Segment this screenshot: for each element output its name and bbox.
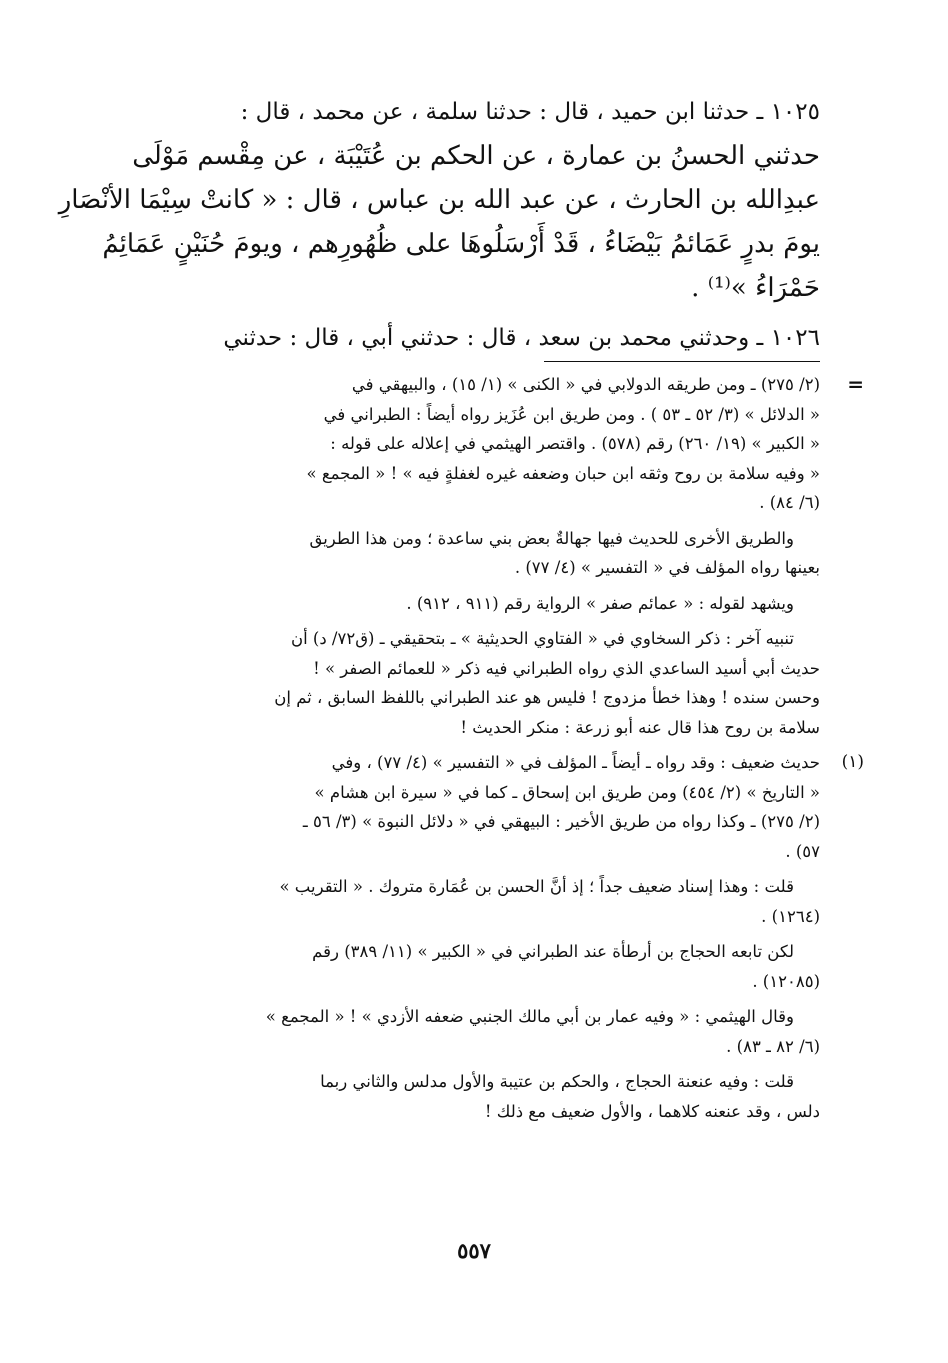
hadith-1025-line-3: عبدِالله بن الحارث ، عن عبد الله بن عباس ، قال : « كانتْ سِيْمَا الأنْصَارِ: [58, 185, 820, 215]
footnote-line: دلس ، وقد عنعنه كلاهما ، والأول ضعيف مع ذلك !: [484, 1101, 820, 1121]
footnote-paragraph: [128, 1067, 820, 1126]
footnote-number: (١): [841, 752, 864, 772]
footnote-line: (١٢٦٤) .: [761, 906, 820, 926]
footnote-1: [128, 748, 864, 1126]
hadith-1025-line-1: ١٠٢٥ ـ حدثنا ابن حميد ، قال : حدثنا سلمة ، عن محمد ، قال :: [240, 99, 820, 125]
footnote-paragraph: [128, 524, 820, 583]
continuation-marker: =: [847, 372, 864, 396]
footnote-paragraph: [128, 589, 820, 619]
footnote-line: ٥٧) .: [785, 841, 820, 861]
footnote-continuation: [128, 370, 864, 742]
hadith-1026: [128, 318, 820, 358]
footnote-line: بعينها رواه المؤلف في « التفسير » (٤/ ٧٧) .: [514, 558, 820, 577]
footnote-line: « وفيه سلامة بن روح وثقه ابن حبان وضعفه غيره لغفلةٍ فيه » ! « المجمع »: [306, 463, 820, 483]
footnote-line: (٦/ ٨٢ ـ ٨٣) .: [726, 1036, 820, 1056]
footnote-line: « الدلائل » (٣/ ٥٢ ـ ٥٣ ) . ومن طريق ابن عُزَيز رواه أيضاً : الطبراني في: [323, 404, 820, 424]
footnote-line: حديث أبي أسيد الساعدي الذي رواه الطبراني فيه ذكر « للعمائم الصفر » !: [313, 658, 820, 678]
footnote-line: « الكبير » (١٩/ ٢٦٠) رقم (٥٧٨) . واقتصر الهيثمي في إعلاله على قوله :: [330, 434, 820, 453]
page-number: ٥٥٧: [457, 1238, 491, 1263]
footnote-line: سلامة بن روح هذا قال عنه أبو زرعة : منكر الحديث !: [460, 717, 820, 737]
footnote-line: والطريق الأخرى للحديث فيها جهالةٌ بعض بني ساعدة ؛ ومن هذا الطريق: [309, 528, 794, 548]
hadith-1025-line-2: حدثني الحسنُ بن عمارة ، عن الحكم بن عُتَيْبَة ، عن مِقْسم مَوْلَى: [132, 141, 820, 171]
footnote-line: (٢/ ٢٧٥) ـ ومن طريقه الدولابي في « الكنى » (١/ ١٥) ، والبيهقي في: [351, 375, 820, 394]
footnote-line: حديث ضعيف : وقد رواه ـ أيضاً ـ المؤلف في « التفسير » (٤/ ٧٧) ، وفي: [331, 753, 820, 772]
footnotes: [128, 370, 864, 1132]
footnote-line: (١٢٠٨٥) .: [752, 971, 820, 991]
footnote-line: (٦/ ٨٤) .: [759, 493, 820, 512]
footnote-line: وقال الهيثمي : « وفيه عمار بن أبي مالك الجنبي ضعفه الأزدي » ! « المجمع »: [265, 1007, 794, 1026]
footnote-paragraph: [128, 1002, 820, 1061]
footnote-line: ويشهد لقوله : « عمائم صفر » الرواية رقم (٩١١ ، ٩١٢) .: [406, 593, 794, 613]
footnote-paragraph: [128, 748, 820, 866]
footnote-paragraph: [128, 370, 820, 518]
footnote-line: تنبيه آخر : ذكر السخاوي في « الفتاوي الحديثية » ـ بتحقيقي ـ (ق٧٢/ د) أن: [290, 629, 794, 648]
footnote-line: قلت : وفيه عنعنة الحجاج ، والحكم بن عتيبة والأول مدلس والثاني ربما: [320, 1072, 794, 1091]
hadith-1025-line-5: حَمْرَاءُ »⁽¹⁾ .: [691, 273, 820, 303]
footnote-paragraph: [128, 937, 820, 996]
footnote-line: لكن تابعه الحجاج بن أرطأة عند الطبراني في « الكبير » (١١/ ٣٨٩) رقم: [312, 942, 794, 961]
footnote-line: قلت : وهذا إسناد ضعيف جداً ؛ إذ أنَّ الحسن بن عُمَارة متروك . « التقريب »: [279, 877, 794, 896]
footnote-line: وحسن سنده ! وهذا خطأ مزدوج ! فليس هو عند الطبراني باللفظ السابق ، ثم إن: [274, 688, 820, 707]
hadith-1026-line: ١٠٢٦ ـ وحدثني محمد بن سعد ، قال : حدثني أبي ، قال : حدثني: [223, 325, 820, 351]
hadith-1025-line-4: يومَ بدرٍ عَمَائمُ بَيْضَاءُ ، قَدْ أَرْسَلُوهَا على ظُهُورِهم ، ويومَ حُنَيْنٍ عَمَائِمُ: [102, 229, 820, 259]
footnote-line: « التاريخ » (٢/ ٤٥٤) ومن طريق ابن إسحاق ـ كما في « سيرة ابن هشام »: [314, 782, 820, 802]
footnote-paragraph: [128, 872, 820, 931]
footnote-divider: [544, 361, 820, 362]
hadith-1025: [58, 90, 820, 310]
footnote-line: (٢/ ٢٧٥) ـ وكذا رواه من طريق الأخير : البيهقي في « دلائل النبوة » (٣/ ٥٦ ـ: [302, 812, 820, 831]
footnote-paragraph: [128, 624, 820, 742]
